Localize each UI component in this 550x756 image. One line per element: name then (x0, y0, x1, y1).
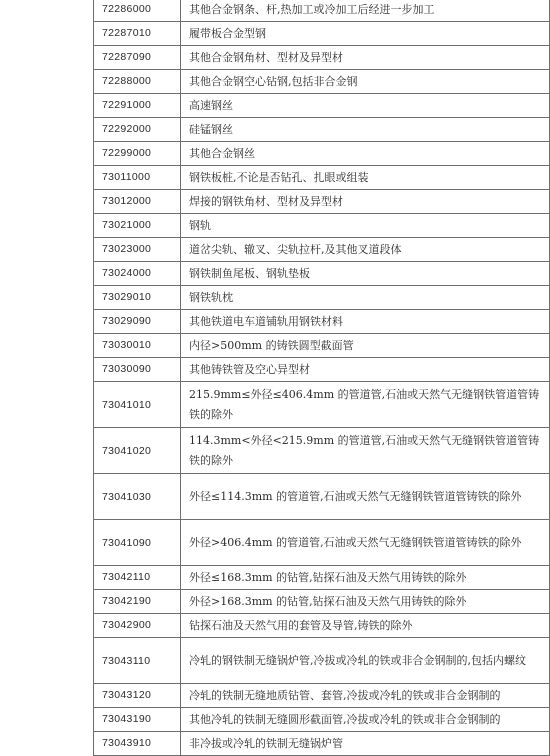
hs-code-cell: 73043110 (94, 638, 181, 684)
table-row (94, 520, 550, 566)
hs-code-cell: 73024000 (94, 262, 181, 286)
table-row (94, 0, 550, 22)
description-cell: 其他合金钢空心钻钢,包括非合金钢 (181, 70, 550, 94)
description-cell: 114.3mm<外径<215.9mm 的管道管,石油或天然气无缝钢铁管道管铸铁的除外 (181, 428, 550, 474)
hs-code-cell: 73043120 (94, 684, 181, 708)
table-row (94, 684, 550, 708)
description-cell: 钢铁制鱼尾板、钢轨垫板 (181, 262, 550, 286)
table-row (94, 334, 550, 358)
table-row (94, 262, 550, 286)
hs-code-cell: 72291000 (94, 94, 181, 118)
hs-code-cell: 73029090 (94, 310, 181, 334)
description-cell: 钢铁轨枕 (181, 286, 550, 310)
description-cell: 焊接的钢铁角材、型材及异型材 (181, 190, 550, 214)
description-cell: 外径≤168.3mm 的钻管,钻探石油及天然气用铸铁的除外 (181, 566, 550, 590)
description-cell: 钢铁板桩,不论是否钻孔、扎眼或组装 (181, 166, 550, 190)
hs-code-cell: 72299000 (94, 142, 181, 166)
table-row (94, 732, 550, 756)
table-row (94, 94, 550, 118)
description-cell: 215.9mm≤外径≤406.4mm 的管道管,石油或天然气无缝钢铁管道管铸铁的除外 (181, 382, 550, 428)
description-cell: 外径>406.4mm 的管道管,石油或天然气无缝钢铁管道管铸铁的除外 (181, 520, 550, 566)
hs-code-cell: 73023000 (94, 238, 181, 262)
table-row (94, 142, 550, 166)
description-cell: 其他合金钢角材、型材及异型材 (181, 46, 550, 70)
hs-code-cell: 73041010 (94, 382, 181, 428)
hs-code-cell: 72288000 (94, 70, 181, 94)
table-row (94, 358, 550, 382)
table-row (94, 614, 550, 638)
hs-code-cell: 73041090 (94, 520, 181, 566)
table-row (94, 286, 550, 310)
table-row (94, 238, 550, 262)
hs-code-cell: 73043190 (94, 708, 181, 732)
tariff-code-table (93, 0, 550, 756)
description-cell: 非冷拔或冷轧的铁制无缝锅炉管 (181, 732, 550, 756)
hs-code-cell: 73011000 (94, 166, 181, 190)
description-cell: 外径>168.3mm 的钻管,钻探石油及天然气用铸铁的除外 (181, 590, 550, 614)
description-cell: 硅锰钢丝 (181, 118, 550, 142)
table-row (94, 428, 550, 474)
description-cell: 履带板合金型钢 (181, 22, 550, 46)
description-cell: 外径≤114.3mm 的管道管,石油或天然气无缝钢铁管道管铸铁的除外 (181, 474, 550, 520)
hs-code-cell: 73030090 (94, 358, 181, 382)
description-cell: 钢轨 (181, 214, 550, 238)
hs-code-cell: 72287090 (94, 46, 181, 70)
table-row (94, 214, 550, 238)
description-cell: 其他冷轧的铁制无缝圆形截面管,冷拔或冷轧的铁或非合金钢制的 (181, 708, 550, 732)
table-row (94, 46, 550, 70)
table-row (94, 708, 550, 732)
description-cell: 冷轧的钢铁制无缝锅炉管,冷拔或冷轧的铁或非合金钢制的,包括内螺纹 (181, 638, 550, 684)
table-row (94, 310, 550, 334)
description-cell: 道岔尖轨、辙叉、尖轨拉杆,及其他叉道段体 (181, 238, 550, 262)
description-cell: 高速钢丝 (181, 94, 550, 118)
table-row (94, 590, 550, 614)
table-row (94, 382, 550, 428)
description-cell: 内径>500mm 的铸铁圆型截面管 (181, 334, 550, 358)
hs-code-cell: 73042110 (94, 566, 181, 590)
table-row (94, 474, 550, 520)
table-row (94, 566, 550, 590)
description-cell: 钻探石油及天然气用的套管及导管,铸铁的除外 (181, 614, 550, 638)
description-cell: 其他合金钢丝 (181, 142, 550, 166)
table-row (94, 70, 550, 94)
hs-code-cell: 72292000 (94, 118, 181, 142)
description-cell: 其他合金钢条、杆,热加工或冷加工后经进一步加工 (181, 0, 550, 22)
table-row (94, 638, 550, 684)
hs-code-cell: 73043910 (94, 732, 181, 756)
description-cell: 其他铁道电车道铺轨用钢铁材料 (181, 310, 550, 334)
table-row (94, 190, 550, 214)
hs-code-cell: 73021000 (94, 214, 181, 238)
table-row (94, 22, 550, 46)
hs-code-cell: 72287010 (94, 22, 181, 46)
hs-code-cell: 73042190 (94, 590, 181, 614)
hs-code-cell: 73041030 (94, 474, 181, 520)
table-row (94, 166, 550, 190)
hs-code-cell: 73030010 (94, 334, 181, 358)
description-cell: 其他铸铁管及空心异型材 (181, 358, 550, 382)
hs-code-cell: 73041020 (94, 428, 181, 474)
hs-code-cell: 72286000 (94, 0, 181, 22)
hs-code-cell: 73042900 (94, 614, 181, 638)
description-cell: 冷轧的铁制无缝地质钻管、套管,冷拔或冷轧的铁或非合金钢制的 (181, 684, 550, 708)
hs-code-cell: 73029010 (94, 286, 181, 310)
hs-code-cell: 73012000 (94, 190, 181, 214)
table-row (94, 118, 550, 142)
